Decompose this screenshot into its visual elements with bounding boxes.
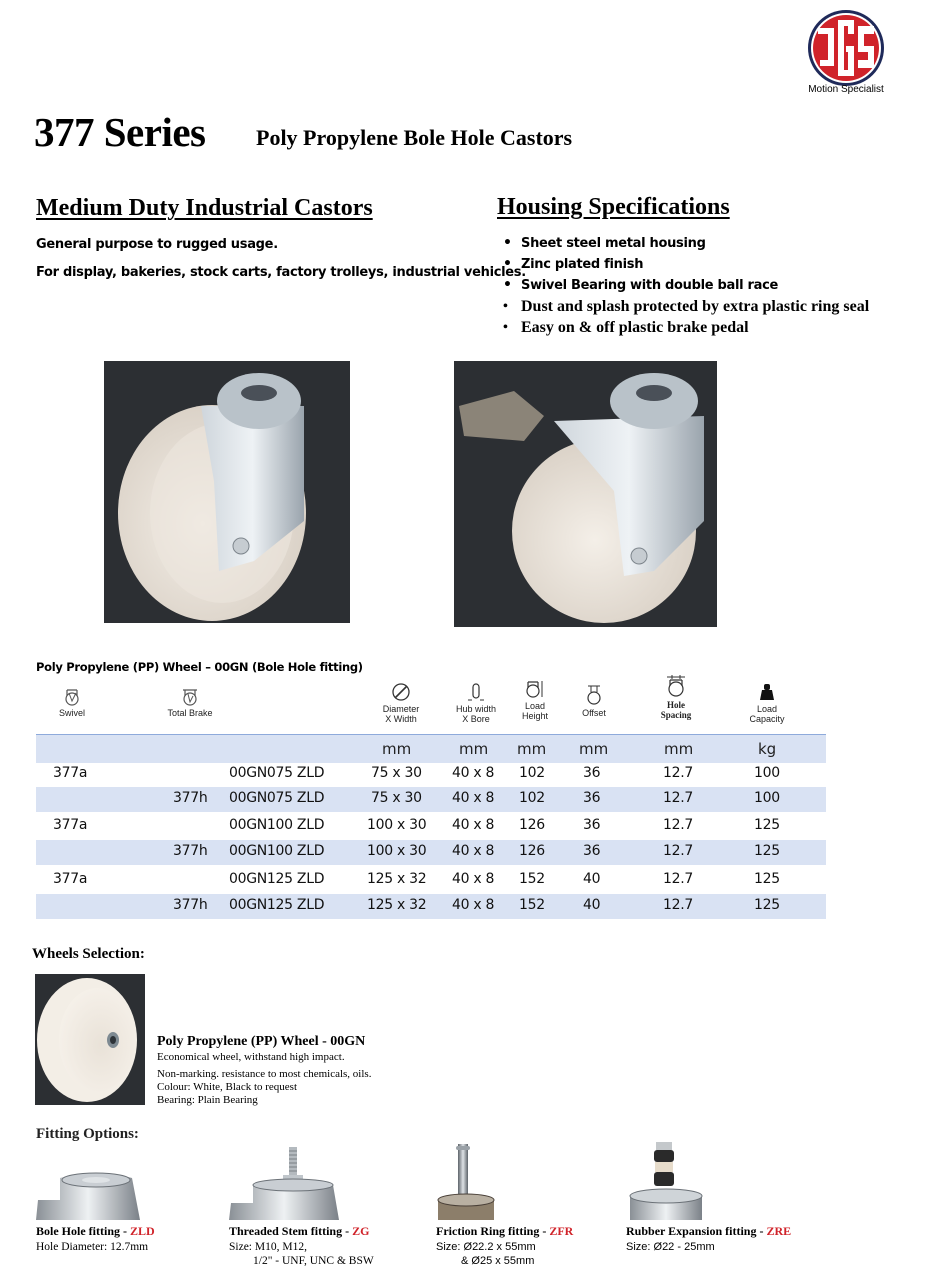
housing-heading: Housing Specifications: [497, 194, 730, 220]
cell-hub: 40 x 8: [452, 817, 495, 833]
cell-load-height: 102: [519, 790, 545, 806]
fitting-detail: Size: M10, M12,: [229, 1241, 307, 1253]
header-swivel: [52, 688, 92, 718]
spec-item: • Zinc plated finish: [503, 254, 869, 275]
fitting-code: ZFR: [549, 1224, 574, 1238]
cell-load-height: 126: [519, 817, 545, 833]
total-brake-castor-photo: [454, 361, 717, 627]
unit-hub: mm: [459, 740, 489, 758]
unit-offset: mm: [579, 740, 609, 758]
cell-diameter: 100 x 30: [367, 843, 427, 859]
hole-spacing-icon: [664, 674, 688, 698]
cell-hub: 40 x 8: [452, 790, 495, 806]
fitting-detail: Size: Ø22.2 x 55mm: [436, 1241, 536, 1253]
cell-diameter: 125 x 32: [367, 897, 427, 913]
cell-swivel: 377a: [53, 871, 88, 887]
intro-line: For display, bakeries, stock carts, factory trolleys, industrial vehicles.: [36, 265, 526, 280]
fitting-name: Rubber Expansion fitting -: [626, 1224, 767, 1238]
housing-spec-list: [503, 233, 869, 338]
header-label: Load: [756, 704, 778, 714]
cell-hole: 12.7: [663, 871, 693, 887]
load-height-icon: [525, 679, 545, 699]
swivel-castor-photo: [104, 361, 350, 623]
header-label: Offset: [582, 708, 606, 718]
cell-offset: 36: [583, 790, 601, 806]
fitting-title: [36, 1224, 155, 1239]
cell-code: 00GN100 ZLD: [229, 817, 325, 833]
cell-diameter: 75 x 30: [371, 765, 422, 781]
cell-capacity: 100: [754, 790, 780, 806]
wheel-desc-line: Non-marking. resistance to most chemicals, oils.: [157, 1068, 372, 1080]
cell-hole: 12.7: [663, 790, 693, 806]
header-total-brake: [165, 688, 215, 718]
rubber-expansion-fitting-photo: [626, 1140, 706, 1220]
fitting-name: Bole Hole fitting -: [36, 1224, 130, 1238]
unit-load-height: mm: [517, 740, 547, 758]
fitting-detail: Hole Diameter: 12.7mm: [36, 1241, 149, 1253]
fitting-title: [626, 1224, 791, 1239]
header-hole-spacing: [655, 674, 697, 720]
header-label: Hole: [667, 700, 685, 710]
cell-hub: 40 x 8: [452, 843, 495, 859]
units-row: [36, 734, 826, 763]
fitting-name: Threaded Stem fitting -: [229, 1224, 353, 1238]
total-brake-icon: [181, 688, 199, 706]
cell-brake: 377h: [173, 897, 208, 913]
cell-swivel: 377a: [53, 765, 88, 781]
wheel-desc-line: Economical wheel, withstand high impact.: [157, 1051, 345, 1063]
table-row: [36, 894, 826, 919]
pp-wheel-photo: [35, 974, 145, 1105]
cell-swivel: 377a: [53, 817, 88, 833]
cell-offset: 36: [583, 765, 601, 781]
table-row: [36, 814, 826, 839]
diameter-icon: [391, 682, 411, 702]
fitting-detail: Size: Ø22 - 25mm: [626, 1241, 715, 1253]
cell-code: 00GN100 ZLD: [229, 843, 325, 859]
unit-diameter: mm: [382, 740, 412, 758]
spec-item: • Easy on & off plastic brake pedal: [503, 317, 869, 338]
header-load-capacity: [746, 682, 788, 724]
header-hub: [450, 682, 502, 724]
jgs-logo-icon: [806, 8, 886, 88]
header-label: Capacity: [749, 714, 785, 724]
cell-hub: 40 x 8: [452, 765, 495, 781]
cell-capacity: 125: [754, 843, 780, 859]
fitting-title: [229, 1224, 369, 1239]
table-row: [36, 840, 826, 865]
header-diameter: [376, 682, 426, 724]
cell-capacity: 100: [754, 765, 780, 781]
cell-hole: 12.7: [663, 897, 693, 913]
page-title: 377 Series: [34, 109, 206, 155]
threaded-stem-fitting-photo: [229, 1145, 359, 1220]
fitting-code: ZLD: [129, 1224, 155, 1238]
cell-offset: 36: [583, 843, 601, 859]
cell-hub: 40 x 8: [452, 897, 495, 913]
cell-hole: 12.7: [663, 765, 693, 781]
spec-item: • Swivel Bearing with double ball race: [503, 275, 869, 296]
wheel-title: Poly Propylene (PP) Wheel - 00GN: [157, 1034, 366, 1049]
offset-icon: [584, 684, 604, 706]
intro-heading: Medium Duty Industrial Castors: [36, 195, 373, 221]
header-label: Total Brake: [167, 708, 213, 718]
cell-code: 00GN125 ZLD: [229, 897, 325, 913]
cell-load-height: 152: [519, 871, 545, 887]
fitting-detail: & Ø25 x 55mm: [461, 1255, 535, 1267]
header-offset: [576, 684, 612, 718]
cell-hub: 40 x 8: [452, 871, 495, 887]
header-label: Swivel: [58, 708, 85, 718]
header-label: Diameter: [382, 704, 420, 714]
table-row: [36, 787, 826, 812]
cell-hole: 12.7: [663, 843, 693, 859]
header-label: X Bore: [462, 714, 490, 724]
cell-code: 00GN075 ZLD: [229, 765, 325, 781]
bole-hole-fitting-photo: [36, 1170, 156, 1220]
logo-caption: Motion Specialist: [808, 84, 884, 95]
cell-code: 00GN125 ZLD: [229, 871, 325, 887]
unit-capacity: kg: [758, 740, 777, 758]
cell-diameter: 100 x 30: [367, 817, 427, 833]
spec-item: • Sheet steel metal housing: [503, 233, 869, 254]
fitting-name: Friction Ring fitting -: [436, 1224, 550, 1238]
friction-ring-fitting-photo: [436, 1140, 496, 1220]
table-row: [36, 762, 826, 787]
fitting-code: ZG: [352, 1224, 370, 1238]
cell-code: 00GN075 ZLD: [229, 790, 325, 806]
table-caption: Poly Propylene (PP) Wheel – 00GN (Bole Hole fitting): [36, 660, 363, 674]
cell-capacity: 125: [754, 871, 780, 887]
unit-hole-spacing: mm: [664, 740, 694, 758]
cell-load-height: 126: [519, 843, 545, 859]
swivel-icon: [63, 688, 81, 706]
page-subtitle: Poly Propylene Bole Hole Castors: [256, 125, 573, 150]
cell-hole: 12.7: [663, 817, 693, 833]
cell-capacity: 125: [754, 817, 780, 833]
cell-load-height: 102: [519, 765, 545, 781]
header-label: Load: [524, 701, 546, 711]
fitting-detail: 1/2" - UNF, UNC & BSW: [253, 1255, 374, 1267]
header-load-height: [515, 679, 555, 721]
weight-icon: [758, 682, 776, 702]
hub-width-icon: [466, 682, 486, 702]
wheel-desc-line: Bearing: Plain Bearing: [157, 1094, 258, 1106]
header-label: Spacing: [660, 710, 692, 720]
fitting-heading: Fitting Options:: [36, 1126, 139, 1142]
wheel-desc-line: Colour: White, Black to request: [157, 1081, 298, 1093]
spec-item: • Dust and splash protected by extra plastic ring seal: [503, 296, 869, 317]
cell-capacity: 125: [754, 897, 780, 913]
intro-line: General purpose to rugged usage.: [36, 237, 278, 252]
cell-offset: 40: [583, 871, 601, 887]
cell-offset: 40: [583, 897, 601, 913]
cell-brake: 377h: [173, 790, 208, 806]
cell-brake: 377h: [173, 843, 208, 859]
fitting-code: ZRE: [766, 1224, 792, 1238]
cell-offset: 36: [583, 817, 601, 833]
wheels-heading: Wheels Selection:: [32, 946, 145, 962]
header-label: X Width: [385, 714, 417, 724]
table-row: [36, 868, 826, 893]
company-logo: [806, 8, 886, 88]
header-label: Height: [521, 711, 548, 721]
cell-diameter: 125 x 32: [367, 871, 427, 887]
cell-load-height: 152: [519, 897, 545, 913]
cell-diameter: 75 x 30: [371, 790, 422, 806]
header-label: Hub width: [455, 704, 497, 714]
fitting-title: [436, 1224, 573, 1239]
